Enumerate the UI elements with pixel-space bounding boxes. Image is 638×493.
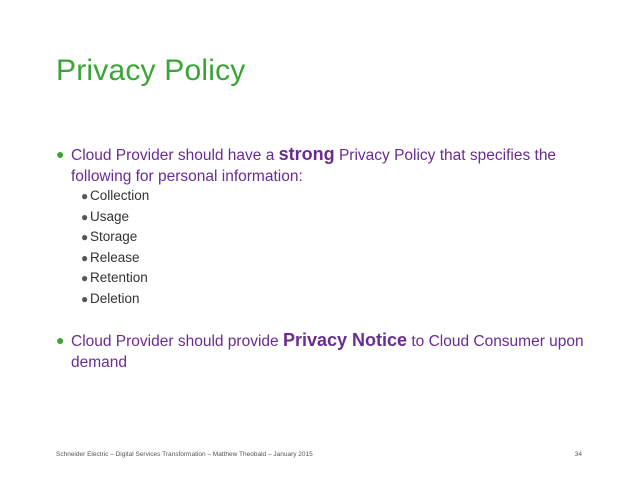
bullet-dot-icon: ● [81, 250, 89, 265]
slide-footer: Schneider Electric – Digital Services Transformation – Matthew Theobald – January 2015 [56, 451, 313, 458]
list-item [81, 227, 149, 248]
bullet-dot-icon: ● [81, 271, 89, 286]
bullet-dot-icon: ● [81, 189, 89, 203]
slide-title: Privacy Policy [56, 54, 246, 87]
bullet-dot-icon: ● [56, 146, 65, 162]
bullet-privacy-notice [56, 330, 596, 373]
list-item [81, 268, 149, 289]
bullet-text-post: to Cloud Consumer upon demand [71, 333, 584, 371]
bullet-emphasis: strong [278, 144, 335, 164]
list-item-label: Release [90, 249, 140, 265]
bullet-text-post: Privacy Policy that specifies the following for personal information: [71, 147, 557, 185]
bullet-privacy-policy [56, 144, 596, 187]
list-item-label: Collection [90, 188, 150, 203]
list-item [81, 186, 149, 207]
bullet-dot-icon: ● [81, 230, 89, 245]
list-item-label: Storage [90, 229, 138, 245]
sub-list [81, 186, 149, 310]
list-item-label: Deletion [90, 290, 140, 306]
page-number: 34 [574, 451, 582, 458]
list-item [81, 289, 149, 310]
bullet-emphasis: Privacy Notice [282, 330, 408, 350]
list-item-label: Retention [90, 270, 148, 286]
bullet-dot-icon: ● [81, 209, 89, 224]
bullet-dot-icon: ● [56, 332, 65, 348]
list-item-label: Usage [90, 208, 130, 224]
bullet-text-pre: Cloud Provider should have a [71, 147, 279, 164]
bullet-dot-icon: ● [81, 291, 89, 306]
list-item [81, 207, 149, 228]
bullet-text-pre: Cloud Provider should provide [71, 333, 283, 350]
list-item [81, 248, 149, 269]
